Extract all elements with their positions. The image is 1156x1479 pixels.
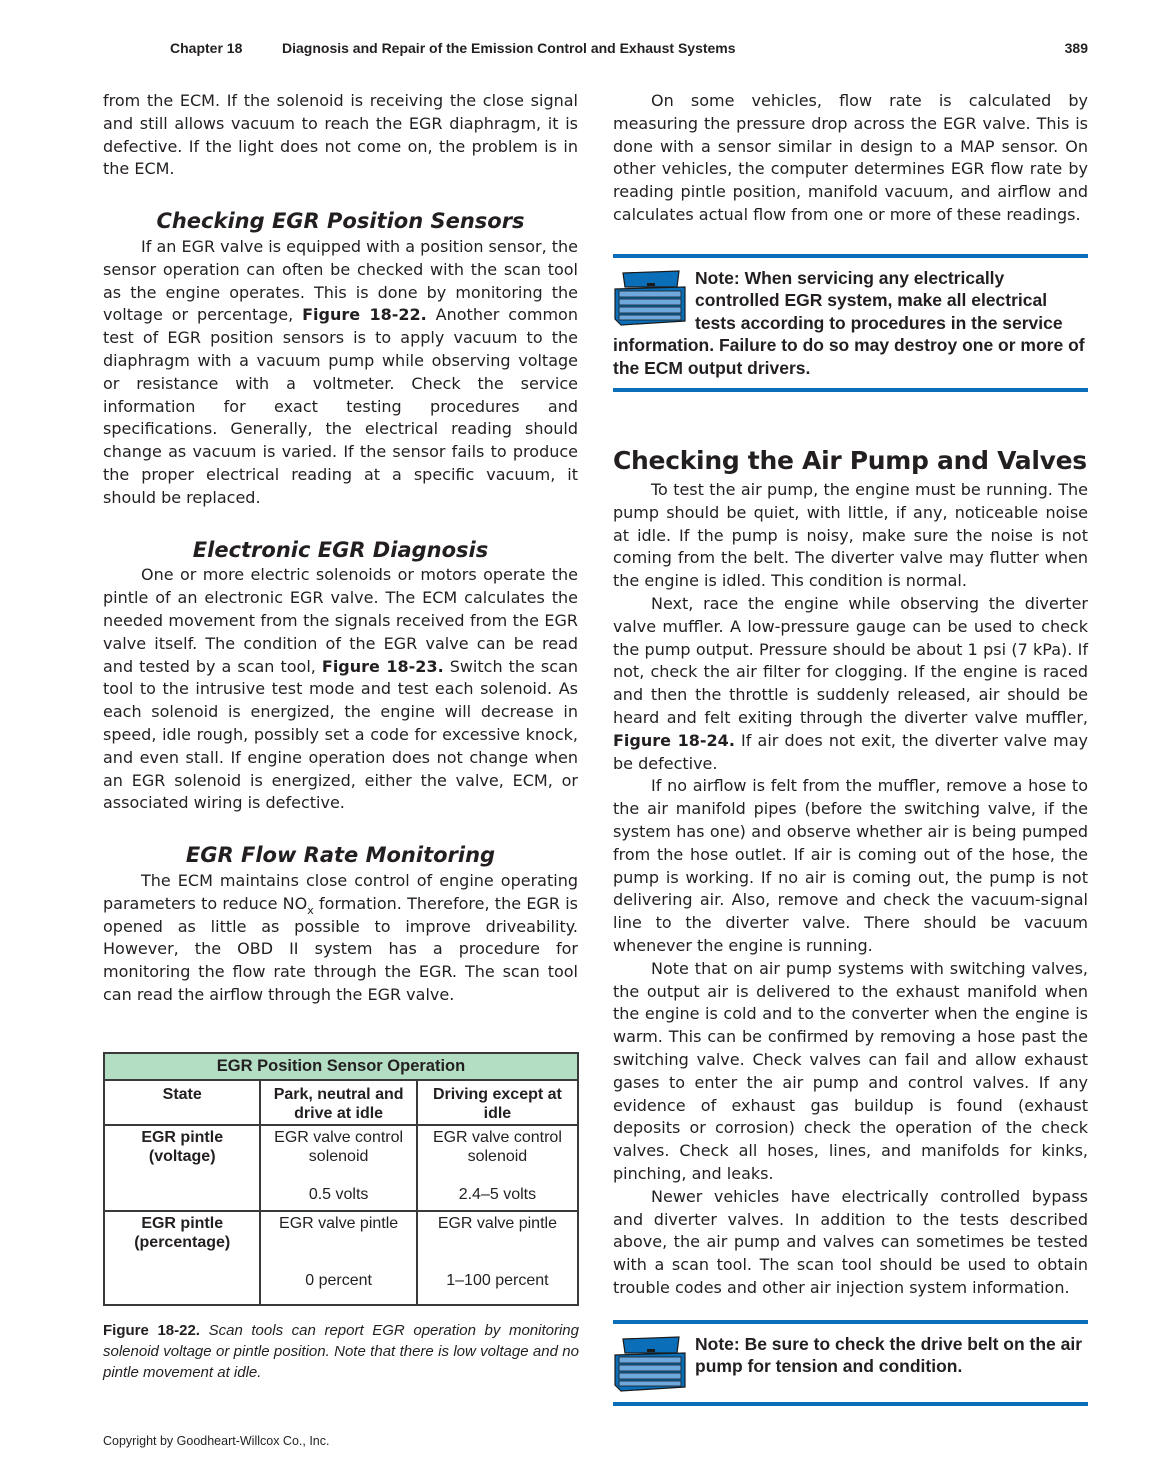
cell-percentage-idle: EGR valve pintle 0 percent	[260, 1211, 416, 1305]
right-column	[613, 90, 1088, 1406]
toolbox-icon	[613, 269, 687, 327]
figure-label: Figure 18-22.	[103, 1322, 200, 1339]
paragraph-air-pump-4: Note that on air pump systems with switching valves, the output air is delivered to the exhaust manifold when the engine is cold and to the converter when the engine is warm. This can be confirmed by removing a hose past the switching valve. Check valves can fail and allow exhaust gases to enter the air pump and control valves. If any evidence of exhaust gas buildup is found (exhaust deposits or corrosion) check the operation of the check valves. Check all hoses, lines, and manifolds for kinks, pinching, and leaks.	[613, 958, 1088, 1183]
value-percentage-driving: 1–100 percent	[446, 1272, 549, 1289]
figure-ref-18-22: Figure 18-22.	[302, 305, 427, 325]
note-text-drive-belt: Note: Be sure to check the drive belt on the air pump for tension and condition.	[695, 1333, 1083, 1377]
figure-caption	[103, 1320, 579, 1383]
value-percentage-idle: 0 percent	[305, 1272, 372, 1289]
paragraph-air-pump-3: If no airflow is felt from the muffler, remove a hose to the air manifold pipes (before the switching valve, if the system has one) and observe whether air is being pumped from the hose outlet. If air is coming out of the hose, the pump is working. If no air is coming out, the pump is not delivering air. Also, remove and check the vacuum-signal line to the diverter valve. There should be vacuum whenever the engine is running.	[613, 776, 1088, 956]
egr-position-sensor-table	[103, 1052, 579, 1306]
figure-ref-18-24: Figure 18-24.	[613, 730, 735, 750]
heading-electronic-egr-diagnosis: Electronic EGR Diagnosis	[192, 537, 489, 562]
chapter-title: Diagnosis and Repair of the Emission Control and Exhaust Systems	[282, 40, 736, 56]
cell-voltage-idle: EGR valve control solenoid 0.5 volts	[260, 1125, 416, 1211]
paragraph-position-sensors: If an EGR valve is equipped with a position sensor, the sensor operation can often be checked with the scan tool as the engine operates. This is done by monitoring the voltage or percentage, Figure 18-22. Another common test of EGR position sensors is to apply vacuum to the diaphragm with a vacuum pump while observing voltage or resistance with a voltmeter. Check the service information for exact testing procedures and specifications. Generally, the electrical reading should change as vacuum is varied. If the sensor fails to produce the proper electrical reading at a specific vacuum, it should be replaced.	[103, 236, 578, 507]
chapter-label: Chapter 18	[170, 40, 243, 56]
figure-caption-text: Scan tools can report EGR operation by monitoring solenoid voltage or pintle position. Note that there is low voltage and no pintle movement at idle.	[103, 1322, 579, 1381]
cell-percentage-driving: EGR valve pintle 1–100 percent	[417, 1211, 578, 1305]
value-voltage-idle: 0.5 volts	[308, 1186, 369, 1203]
heading-egr-position-sensors: Checking EGR Position Sensors	[156, 209, 525, 234]
heading-air-pump-valves: Checking the Air Pump and Valves	[613, 446, 1087, 476]
paragraph-air-pump-1: To test the air pump, the engine must be running. The pump should be quiet, with little, if any, noticeable noise at idle. If the pump is noisy, make sure the noise is not coming from the belt. The diverter valve may flutter when the engine is idled. This condition is normal.	[613, 480, 1088, 591]
paragraph-intro: from the ECM. If the solenoid is receiving the close signal and still allows vacuum to reach the EGR diaphragm, it is defective. If the light does not come on, the problem is in the ECM.	[103, 91, 578, 179]
table-header-row	[104, 1080, 578, 1125]
paragraph-flow-calculation: On some vehicles, flow rate is calculated by measuring the pressure drop across the EGR valve. This is done with a sensor similar in design to a MAP sensor. On other vehicles, the computer determines EGR flow rate by reading pintle position, manifold vacuum, and airflow and calculates actual flow from one or more of these readings.	[613, 91, 1088, 224]
table-row	[104, 1125, 578, 1211]
column-header-idle: Park, neutral and drive at idle	[260, 1080, 416, 1125]
note-text-electrical: Note: When servicing any electrically controlled EGR system, make all electrical tests according to procedures in the service information. Failure to do so may destroy one or more of the ECM output drivers.	[613, 267, 1085, 378]
running-header	[170, 40, 1088, 64]
figure-ref-18-23: Figure 18-23.	[321, 656, 444, 676]
cell-voltage-driving: EGR valve control solenoid 2.4–5 volts	[417, 1125, 578, 1211]
paragraph-air-pump-2: Next, race the engine while observing the diverter valve muffler. A low-pressure gauge can be used to check the pump output. Pressure should be about 1 psi (7 kPa). If not, check the air filter for clogging. If the engine is raced and then the throttle is suddenly released, air should be heard and felt exiting through the diverter valve muffler, Figure 18-24. If air does not exit, the diverter valve may be defective.	[613, 594, 1088, 773]
note-box-electrical	[613, 254, 1088, 393]
note-box-drive-belt	[613, 1320, 1088, 1406]
column-header-state: State	[104, 1080, 260, 1125]
paragraph-electronic-egr: One or more electric solenoids or motors operate the pintle of an electronic EGR valve. The ECM calculates the needed movement from the signals received from the EGR valve itself. The condition of the EGR valve can be read and tested by a scan tool, Figure 18-23. Switch the scan tool to the intrusive test mode and test each solenoid. As each solenoid is energized, the engine will decrease in speed, idle rough, possibly set a code for excessive knock, and even stall. If engine operation does not change when an EGR solenoid is energized, either the valve, ECM, or associated wiring is defective.	[103, 565, 578, 813]
left-column	[103, 90, 578, 1007]
copyright-footer: Copyright by Goodheart-Willcox Co., Inc.	[103, 1434, 330, 1448]
table-row	[104, 1211, 578, 1305]
heading-egr-flow-rate: EGR Flow Rate Monitoring	[185, 843, 496, 868]
column-header-driving: Driving except at idle	[417, 1080, 578, 1125]
toolbox-icon	[613, 1335, 687, 1393]
paragraph-flow-rate: The ECM maintains close control of engine operating parameters to reduce $NO_x$ formation. Therefore, the EGR is opened as little as possible to improve driveability. However, the OBD II system has a procedure for monitoring the flow rate through the EGR. The scan tool can read the airflow through the EGR valve.	[103, 870, 578, 1004]
paragraph-air-pump-5: Newer vehicles have electrically controlled bypass and diverter valves. In addition to the tests described above, the air pump and valves can sometimes be tested with a scan tool. The scan tool should be used to obtain trouble codes and other air injection system information.	[613, 1186, 1088, 1297]
row-header-voltage: EGR pintle (voltage)	[104, 1125, 260, 1211]
row-header-percentage: EGR pintle (percentage)	[104, 1211, 260, 1305]
value-voltage-driving: 2.4–5 volts	[458, 1186, 537, 1203]
table-caption: EGR Position Sensor Operation	[104, 1053, 578, 1080]
subscript-x: x	[307, 903, 314, 917]
page-number: 389	[1064, 40, 1088, 56]
